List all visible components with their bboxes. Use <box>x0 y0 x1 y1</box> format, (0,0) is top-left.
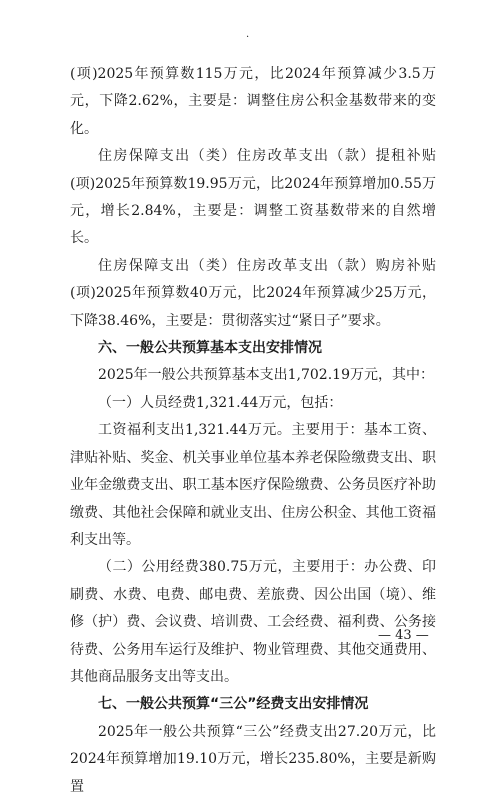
section-heading-7: 七、一般公共预算“三公”经费支出安排情况 <box>98 696 369 713</box>
paragraph-2: 住房保障支出（类）住房改革支出（款）提租补贴(项)2025年预算数19.95万元，比2024年预算增加0.55万元，增长2.84%，主要是：调整工资基数带来的自然增长。 <box>70 148 436 247</box>
paragraph-3: 住房保障支出（类）住房改革支出（款）购房补贴(项)2025年预算数40万元，比2024年预算减少25万元，下降38.46%，主要是：贯彻落实过“紧日子”要求。 <box>70 257 436 329</box>
section-heading-6: 六、一般公共预算基本支出安排情况 <box>98 340 322 357</box>
paragraph-8: 2025年一般公共预算“三公”经费支出27.20万元，比2024年预算增加19.10万元，增长235.80%，主要是新购置 <box>70 723 436 795</box>
paragraph-1: (项)2025年预算数115万元，比2024年预算减少3.5万元，下降2.62%，主要是：调整住房公积金基数带来的变化。 <box>70 66 436 137</box>
page-number: — 43 — <box>378 628 429 643</box>
body-content <box>70 61 436 801</box>
paragraph-6: 工资福利支出1,321.44万元。主要用于：基本工资、津贴补贴、奖金、机关事业单位基本养老保险缴费支出、职业年金缴费支出、职工基本医疗保险缴费、公务员医疗补助缴费、其他社会保障和就业支出、住房公积金、其他工资福利支出等。 <box>70 422 436 548</box>
paragraph-4: 2025年一般公共预算基本支出1,702.19万元，其中： <box>98 367 434 384</box>
paragraph-7: （二）公用经费380.75万元，主要用于：办公费、印刷费、水费、电费、邮电费、差旅费、因公出国（境）、维修（护）费、会议费、培训费、工会经费、福利费、公务接待费、公务用车运行及维护、物业管理费、其他交通费用、其他商品服务支出等支出。 <box>70 559 436 685</box>
paragraph-5: （一）人员经费1,321.44万元，包括： <box>98 394 343 411</box>
top-mark: . <box>246 29 250 40</box>
